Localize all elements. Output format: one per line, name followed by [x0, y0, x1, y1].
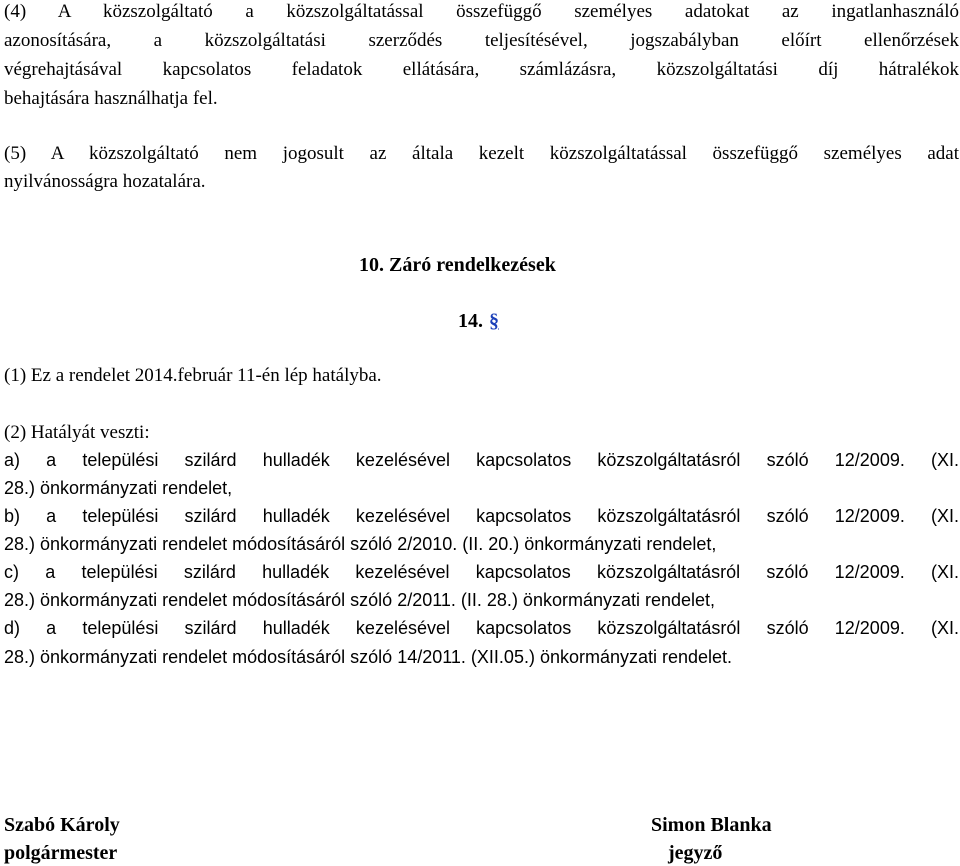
repeal-item-b-line-1: b) a települési szilárd hulladék kezelésével kapcsolatos közszolgáltatásról szóló 12/2009. (XI.: [4, 506, 959, 526]
section-number-text: 14.: [458, 310, 483, 332]
section-link-mark[interactable]: §: [489, 310, 499, 332]
paragraph-4-line-2: azonosítására, a közszolgáltatási szerződés teljesítésével, jogszabályban előírt ellenőrzések: [4, 30, 959, 51]
paragraph-4-line-3: végrehajtásával kapcsolatos feladatok ellátására, számlázásra, közszolgáltatási díj hátralékok: [4, 59, 959, 80]
closing-item-2-intro: (2) Hatályát veszti:: [4, 422, 150, 443]
signature-left-name: Szabó Károly: [4, 814, 120, 836]
paragraph-5-line-1: (5) A közszolgáltató nem jogosult az általa kezelt közszolgáltatással összefüggő személyes adat: [4, 143, 959, 164]
signature-left-title: polgármester: [4, 842, 118, 864]
repeal-item-c-line-1: c) a települési szilárd hulladék kezelésével kapcsolatos közszolgáltatásról szóló 12/2009. (XI.: [4, 562, 959, 582]
chapter-heading: 10. Záró rendelkezések: [359, 254, 556, 276]
repeal-item-c-line-2: 28.) önkormányzati rendelet módosításáról szóló 2/2011. (II. 28.) önkormányzati rendelet,: [4, 590, 716, 610]
paragraph-4-line-1: (4) A közszolgáltató a közszolgáltatással összefüggő személyes adatokat az ingatlanhasználó: [4, 1, 959, 22]
repeal-item-a-line-2: 28.) önkormányzati rendelet,: [4, 478, 233, 498]
repeal-item-a-line-1: a) a települési szilárd hulladék kezelésével kapcsolatos közszolgáltatásról szóló 12/2009. (XI.: [4, 450, 959, 470]
paragraph-4-line-4: behajtására használhatja fel.: [4, 88, 218, 109]
repeal-item-d-line-2: 28.) önkormányzati rendelet módosításáról szóló 14/2011. (XII.05.) önkormányzati rendelet.: [4, 647, 733, 667]
closing-item-1: (1) Ez a rendelet 2014.február 11-én lép hatályba.: [4, 365, 382, 386]
paragraph-5-line-2: nyilvánosságra hozatalára.: [4, 171, 206, 192]
section-number: [458, 309, 499, 333]
repeal-item-d-line-1: d) a települési szilárd hulladék kezelésével kapcsolatos közszolgáltatásról szóló 12/2009. (XI.: [4, 618, 959, 638]
signature-right-name: Simon Blanka: [651, 814, 772, 836]
repeal-item-b-line-2: 28.) önkormányzati rendelet módosításáról szóló 2/2010. (II. 20.) önkormányzati rendelet,: [4, 534, 717, 554]
signature-right-title: jegyző: [668, 842, 723, 864]
